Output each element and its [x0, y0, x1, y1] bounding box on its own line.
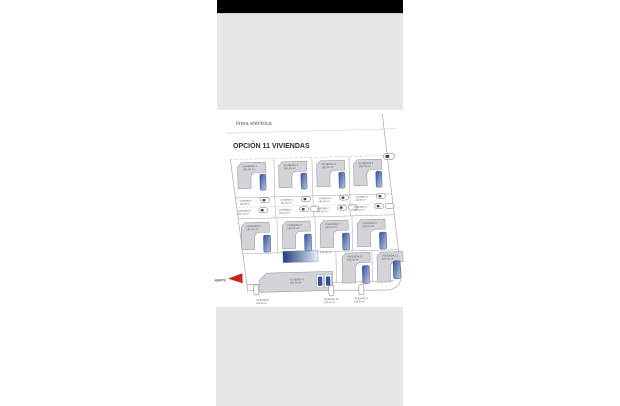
top-gray-panel	[217, 14, 403, 110]
row1-top-dashed-line	[229, 155, 387, 159]
north-arrow-triangle	[228, 273, 243, 283]
label-v8-area: 150.00 m²	[362, 224, 375, 229]
label-v4-name: VIVIENDA 4	[358, 161, 374, 166]
car-icon-vivienda-8	[379, 232, 386, 249]
strip-label-a2-area: 150.00 m²	[280, 202, 292, 205]
curb-label-1-name: VIVIENDA 9	[256, 299, 270, 302]
row2-top-line	[238, 215, 394, 219]
label-v9-name: VIVIENDA 9	[289, 278, 305, 282]
strip-label-a4-area: 150.00 m²	[355, 199, 367, 202]
north-arrow	[214, 273, 242, 284]
oval-dot-b2	[302, 208, 305, 210]
label-v3-name: VIVIENDA 3	[321, 162, 337, 167]
car-icon-vivienda-7	[342, 233, 349, 250]
oval-dot-top-right	[385, 155, 389, 158]
divider-r2-a	[277, 218, 278, 253]
divider-r2-c	[352, 216, 353, 251]
oval-dot-a2	[303, 198, 306, 200]
label-v2-name: VIVIENDA 2	[283, 163, 299, 168]
strip-label-b2-area: 150.00 m²	[278, 212, 290, 215]
curb-car-icon-3	[359, 285, 364, 295]
car-icon-vivienda-5	[263, 235, 270, 252]
curb-label-1-area: 150.00 m²	[256, 302, 268, 306]
parked-car-icon-1	[318, 277, 323, 287]
bottom-gray-panel	[216, 307, 403, 406]
label-v6-name: VIVIENDA 6	[287, 223, 302, 228]
divider-r3-b	[372, 250, 373, 281]
label-v7-name: VIVIENDA 7	[325, 222, 340, 227]
oval-dot-a1	[262, 199, 265, 201]
oval-dot-b1	[261, 209, 264, 211]
parked-car-icon-2	[326, 276, 331, 286]
strip-label-a3-name: VIVIENDA 3	[318, 197, 332, 201]
label-v7-area: 150.00 m²	[325, 225, 338, 230]
curb-label-2-area: 150.00 m²	[324, 301, 336, 305]
label-v2-area: 150.00 m²	[283, 166, 296, 171]
strip-label-b1-area: 150.00 m²	[237, 213, 249, 216]
label-v8-name: VIVIENDA 8	[362, 221, 377, 226]
car-icon-vivienda-2	[301, 173, 307, 189]
curb-car-icon-2	[329, 285, 334, 295]
label-v6-area: 150.00 m²	[287, 226, 300, 231]
pool-feature	[283, 250, 318, 262]
strip-label-b2-name: VIVIENDA 6	[278, 209, 292, 212]
label-v5-name: VIVIENDA 5	[246, 224, 261, 229]
label-pool-area: 150.00 m²	[319, 250, 333, 255]
strip-label-a4-name: VIVIENDA 4	[355, 196, 369, 199]
label-v1-name: VIVIENDA 1	[242, 164, 258, 169]
label-v1-area: 150.00 m²	[242, 168, 255, 172]
label-v11-area: 150.00 m²	[382, 257, 395, 261]
label-v4-area: 150.00 m²	[358, 164, 371, 169]
car-icon-vivienda-10	[362, 265, 369, 283]
strip-label-a2-name: VIVIENDA 2	[280, 199, 294, 202]
divider-r2-b	[315, 217, 316, 252]
strip-label-b4-area: 150.00 m²	[353, 209, 365, 212]
plan-title: OPCIÓN 11 VIVIENDAS	[233, 143, 310, 150]
label-v10-area: 150.00 m²	[347, 258, 360, 262]
divider-r1-a	[274, 159, 276, 218]
curb-label-3-area: 150.00 m²	[354, 301, 365, 304]
north-arrow-label: NORTE	[214, 278, 226, 283]
strip-label-a1-area: 150.00 m²	[239, 203, 251, 206]
divider-r3-a	[336, 251, 337, 282]
car-oval-icon-b4b	[385, 203, 394, 208]
strip-label-b3-area: 150.00 m²	[316, 211, 328, 214]
oval-dot-b3	[340, 206, 343, 208]
label-v3-area: 150.00 m²	[321, 165, 334, 170]
label-v11-name: VIVIENDA 11	[381, 254, 398, 258]
car-icon-vivienda-11	[393, 261, 400, 279]
oval-dot-b4	[377, 205, 380, 207]
strip-label-b3-name: VIVIENDA 7	[316, 207, 330, 211]
car-icon-vivienda-6	[304, 234, 311, 251]
electric-line-label: línea eléctrica	[236, 121, 272, 127]
car-icon-vivienda-4	[376, 171, 382, 187]
curb-label-3-name: VIVIENDA 11	[354, 298, 369, 301]
curb-car-icon-1	[254, 285, 259, 295]
label-v9-area: 150.00 m²	[289, 281, 302, 285]
car-icon-vivienda-1	[260, 174, 266, 190]
oval-dot-a3	[341, 196, 344, 198]
car-icon-vivienda-3	[339, 172, 345, 188]
label-v10-name: VIVIENDA 10	[346, 255, 364, 259]
strip-label-b4-name: VIVIENDA 8	[353, 206, 367, 209]
label-v5-area: 150.00 m²	[246, 227, 259, 232]
strip-label-b1-name: VIVIENDA 5	[237, 210, 251, 213]
oval-dot-a4	[378, 195, 381, 197]
strip-label-a1-name: VIVIENDA 1	[239, 200, 253, 203]
curb-label-2-name: VIVIENDA 10	[324, 298, 339, 302]
electric-line	[226, 129, 396, 133]
top-black-bar	[217, 0, 403, 13]
strip-label-a3-area: 150.00 m²	[318, 200, 330, 204]
